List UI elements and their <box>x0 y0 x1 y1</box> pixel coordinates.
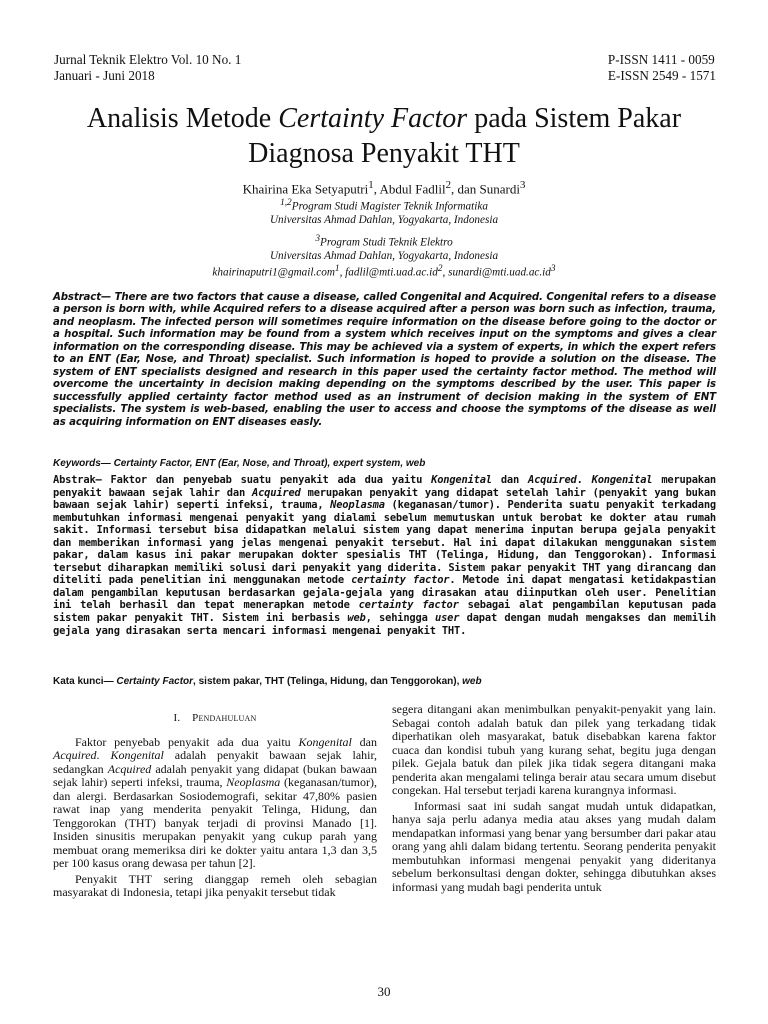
section-heading <box>53 712 377 726</box>
section-title: Pendahuluan <box>192 712 257 724</box>
email-2: , fadlil@mti.uad.ac.id <box>339 266 438 279</box>
kata-kunci-italic: web <box>462 676 482 687</box>
para-seg: adalah penyakit bawaan sejak lahir, sedangkan <box>53 748 378 776</box>
author-emails <box>0 263 768 280</box>
journal-header-left <box>54 52 241 84</box>
page-number: 30 <box>377 984 391 999</box>
para-italic: Kongenital <box>298 734 352 749</box>
abstrak-seg: . Metode ini dapat mengatasi ketidakpastian dalam pengambilan keputusan berdasarkan gejala-gejala yang dirasakan atau diinputkan oleh user. Penelitian ini telah berhasil dan tepat menerapkan metode <box>53 574 716 612</box>
para-seg: (keganasan/tumor), dan alergi. Berdasarkan Sosiodemografi, sekitar 47,80% pasien rawat inap yang menderita penyakit Telinga, Hidung, dan Tenggorokan (THT) banyak terjadi di provinsi Manado [1]. Insiden sinusitis merupakan penyakit yang cukup parah yang membuat orang memeriksa diri ke dokter yaitu antara 1,3 dan 3,5 per 100 kasus orang dewasa per tahun [2]. <box>53 775 377 870</box>
author-1: Khairina Eka Setyaputri <box>242 181 369 197</box>
kata-kunci-label: Kata kunci— <box>53 676 117 687</box>
para-seg: . <box>96 748 111 762</box>
affiliation-1 <box>0 197 768 228</box>
abstrak-seg: merupakan penyakit yang didapat setelah lahir (penyakit yang bukan bawaan sejak lahir) seperti infeksi, trauma, <box>53 486 716 512</box>
affiliation-2 <box>0 233 768 264</box>
paragraph: Informasi saat ini sudah sangat mudah untuk didapatkan, hanya saja perlu adanya media atau akses yang mudah dalam mendapatkan informasi yang benar yang bersumber dari pakar atau orang yang ahli dalam bidang tertentu. Seorang penderita penyakit membutuhkan informasi mengenai penyakit yang dideritanya sebelum berkonsultasi dengan dokter, sehingga dibutuhkan akses informasi yang mudah bagi penderita untuk <box>392 798 716 894</box>
title-line2: Diagnosa Penyakit THT <box>248 138 520 169</box>
abstrak-seg: (keganasan/tumor). Penderita suatu penyakit terkadang membutuhkan informasi mengenai penyakit yang dialami sebelum memutuskan untuk berobat ke dokter atau rumah sakit. Informasi tersebut bisa didapatkan melalui sistem yang dapat menerima inputan berupa gejala penyakit dan memberikan informasi yang jelas mengenai penyakit tersebut. Hal ini dapat dilakukan menggunakan sistem pakar, dalam kasus ini pakar merupakan dokter spesialis THT (Telinga, Hidung, dan Tenggorokan). Informasi tersebut diharapkan memiliki solusi dari penyakit yang diderita. Sistem pakar penyakit THT yang dirancang dan diteliti pada penelitian ini menggunakan metode <box>53 499 716 587</box>
keywords-english: Keywords— Certainty Factor, ENT (Ear, Nose, and Throat), expert system, web <box>53 458 426 469</box>
email-3: , sunardi@mti.uad.ac.id <box>442 266 551 279</box>
affiliation-1-university: Universitas Ahmad Dahlan, Yogyakarta, Indonesia <box>269 214 499 227</box>
eissn: E-ISSN 2549 - 1571 <box>607 68 716 83</box>
abstrak-seg: merupakan penyakit bawaan sejak lahir dan <box>53 474 717 499</box>
para-seg: Faktor penyebab penyakit ada dua yaitu <box>75 734 299 749</box>
affiliation-2-university: Universitas Ahmad Dahlan, Yogyakarta, Indonesia <box>269 250 499 263</box>
para-italic: Kongenital <box>110 748 164 762</box>
kata-kunci-italic: Certainty Factor <box>116 676 194 687</box>
section-number: I. <box>173 712 181 724</box>
journal-header-right <box>608 52 716 84</box>
abstract-indonesian <box>53 474 716 637</box>
para-seg: adalah penyakit yang didapat (bukan bawaan sejak lahir) seperti infeksi, trauma, <box>53 761 377 789</box>
abstrak-italic: certainty factor <box>351 574 450 587</box>
keywords-indonesian <box>53 675 716 688</box>
abstrak-italic: Acquired <box>528 474 577 486</box>
author-1-sup: 1 <box>368 179 374 191</box>
abstrak-seg: dapat dengan mudah mengakses dan memilih gejala yang dirasakan serta mencari informasi mengenai penyakit THT. <box>53 612 716 637</box>
affiliation-2-program: Program Studi Teknik Elektro <box>319 236 453 249</box>
pissn: P-ISSN 1411 - 0059 <box>607 52 715 67</box>
paper-title <box>0 101 768 171</box>
para-seg: dan <box>351 734 378 749</box>
kata-kunci-text: , sistem pakar, THT (Telinga, Hidung, dan Tenggorokan), <box>193 676 463 687</box>
abstract-label: Abstract <box>53 292 101 303</box>
abstrak-seg: . <box>576 474 592 486</box>
email-3-sup: 3 <box>550 264 556 274</box>
abstrak-italic: Acquired <box>252 486 301 499</box>
abstrak-italic: Kongenital <box>591 474 653 486</box>
abstrak-seg: sebagai alat pengambilan keputusan pada sistem pakar penyakit THT. Sistem ini berbasis <box>53 599 717 625</box>
author-list <box>0 177 768 197</box>
paragraph: Penyakit THT sering dianggap remeh oleh sebagian masyarakat di Indonesia, tetapi jika penyakit tersebut tidak <box>53 871 377 899</box>
abstrak-italic: certainty factor <box>358 599 459 612</box>
body-right-column <box>392 703 716 894</box>
email-1: khairinaputri1@gmail.com <box>212 266 335 279</box>
title-italic: Certainty Factor <box>278 103 468 134</box>
author-3-sup: 3 <box>519 179 526 191</box>
abstract-english <box>53 292 716 429</box>
email-1-sup: 1 <box>334 264 340 274</box>
para-italic: Neoplasma <box>226 775 281 789</box>
affiliation-2-sup: 3 <box>315 234 320 244</box>
para-italic: Acquired <box>53 748 97 762</box>
abstrak-seg: Abstrak— Faktor dan penyebab suatu penyakit ada dua yaitu <box>53 474 432 486</box>
para-italic: Acquired <box>107 761 152 776</box>
journal-name: Jurnal Teknik Elektro Vol. 10 No. 1 <box>54 52 242 67</box>
abstrak-seg: dan <box>491 474 528 486</box>
paragraph <box>53 736 377 871</box>
abstrak-italic: Kongenital <box>431 474 492 486</box>
affiliation-1-sup: 1,2 <box>280 198 292 208</box>
title-part1: Analisis Metode <box>86 103 279 134</box>
abstrak-italic: user <box>435 612 460 625</box>
affiliation-1-program: Program Studi Magister Teknik Informatika <box>291 200 488 213</box>
author-2-sup: 2 <box>445 179 451 191</box>
paragraph: segera ditangani akan menimbulkan penyakit-penyakit yang lain. Sebagai contoh adalah batuk dan pilek yang terkadang tidak diperhatikan oleh masyarakat, batuk disebabkan karena faktor cuaca dan kondisi tubuh yang kurang sehat, begitu juga dengan pilek. Gejala batuk dan pilek jika tidak segera ditangani maka penderita akan mengalami telinga berair atau secara umum disebut congekan. Hal tersebut terjadi karena kurangnya informasi. <box>392 702 716 797</box>
abstrak-italic: web <box>347 612 366 625</box>
abstrak-italic: Neoplasma <box>330 499 385 512</box>
author-2: , Abdul Fadlil <box>373 181 446 197</box>
journal-period: Januari - Juni 2018 <box>54 68 155 83</box>
author-3: , dan Sunardi <box>450 181 520 197</box>
abstrak-seg: , sehingga <box>365 612 435 625</box>
title-part3: pada Sistem Pakar <box>467 103 682 134</box>
body-left-column <box>53 712 377 900</box>
abstract-text: — There are two factors that cause a disease, called Congenital and Acquired. Congenital refers to a disease a person is born with, while Acquired refers to a disease acquired after a person was born such as infection, trauma, and neoplasm. The infected person will sometimes require information on the disease before going to the doctor or a hospital. Such information may be found from a system which receives input on the symptoms and gives a clear information on the corresponding disease. This may be achieved via a system of experts, in which the expert refers to an ENT (Ear, Nose, and Throat) specialist. Such information is hoped to provide a solution on the disease. The system of ENT specialists designed and research in this paper used the certainty factor method. The method will overcome the uncertainty in decision making depending on the symptoms described by the user. This paper is successfully applied certainty factor method used as an instrument of decision making in the system of ENT specialists. The system is web-based, enabling the user to access and choose the symptoms of the disease as well as acquiring information on ENT diseases easly. <box>53 292 716 428</box>
email-2-sup: 2 <box>437 264 443 274</box>
